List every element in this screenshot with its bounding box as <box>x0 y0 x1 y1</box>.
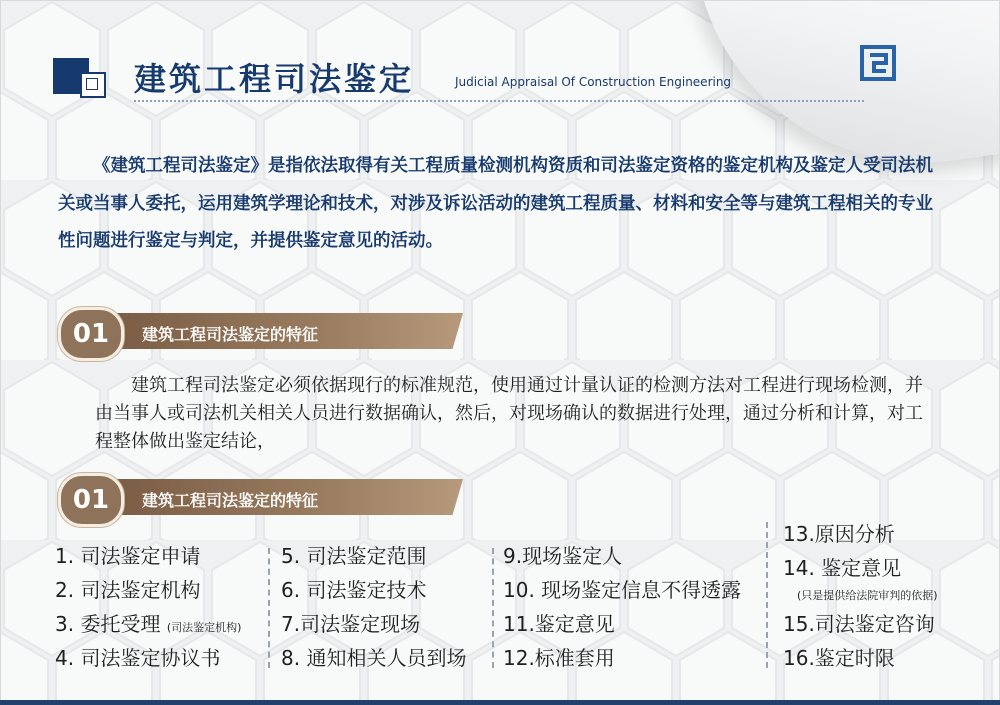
section-number-badge: 01 <box>58 473 124 527</box>
step-item: 9.现场鉴定人 <box>503 544 623 568</box>
steps-column-2 <box>281 539 466 675</box>
step-item: 15.司法鉴定咨询 <box>783 612 935 636</box>
step-item <box>55 607 241 641</box>
column-divider <box>766 522 768 668</box>
steps-column-4 <box>783 517 938 675</box>
step-item: 16.鉴定时限 <box>783 646 895 670</box>
step-item: 6. 司法鉴定技术 <box>281 578 427 602</box>
step-note: (司法鉴定机构) <box>166 621 242 634</box>
step-item: 8. 通知相关人员到场 <box>281 646 467 670</box>
column-divider <box>268 548 270 668</box>
title-divider <box>134 100 864 102</box>
step-item: 5. 司法鉴定范围 <box>281 544 427 568</box>
step-item: 12.标准套用 <box>503 646 615 670</box>
step-label: 2. 司法鉴定机构 <box>55 578 201 602</box>
step-label: 3. 委托受理 <box>55 612 161 636</box>
intro-paragraph: 《建筑工程司法鉴定》是指依法取得有关工程质量检测机构资质和司法鉴定资格的鉴定机构及鉴定人受司法机关或当事人委托，运用建筑学理论和技术，对涉及诉讼活动的建筑工程质量、材料和安全等与建筑工程相关的专业性问题进行鉴定与判定，并提供鉴定意见的活动。 <box>58 156 933 251</box>
section-1-paragraph: 建筑工程司法鉴定必须依据现行的标准规范，使用通过计量认证的检测方法对工程进行现场检测，并由当事人或司法机关相关人员进行数据确认，然后，对现场确认的数据进行处理，通过分析和计算，对工程整体做出鉴定结论， <box>95 375 923 452</box>
section-header-1 <box>58 307 463 355</box>
step-note: (只是提供给法院审判的依据) <box>797 589 938 602</box>
step-item: 13.原因分析 <box>783 522 895 546</box>
steps-column-1 <box>55 539 241 675</box>
step-item: 11.鉴定意见 <box>503 612 615 636</box>
step-item: 14. 鉴定意见 <box>783 556 902 580</box>
step-label: 1. 司法鉴定申请 <box>55 544 201 568</box>
section-title: 建筑工程司法鉴定的特征 <box>142 491 319 510</box>
page-title: 建筑工程司法鉴定 <box>134 60 415 98</box>
step-item <box>55 641 241 675</box>
brand-logo-icon <box>860 45 896 81</box>
step-label: 4. 司法鉴定协议书 <box>55 646 221 670</box>
step-item: 7.司法鉴定现场 <box>281 612 421 636</box>
section-number-badge: 01 <box>58 307 124 361</box>
title-square-outline-decoration <box>80 72 106 98</box>
step-item <box>55 539 241 573</box>
step-item <box>55 573 241 607</box>
section-header-2 <box>58 473 463 521</box>
section-title: 建筑工程司法鉴定的特征 <box>142 325 319 344</box>
bottom-accent-bar <box>0 700 1000 705</box>
page-subtitle: Judicial Appraisal Of Construction Engineering <box>455 75 732 89</box>
steps-column-3 <box>503 539 741 675</box>
step-item: 10. 现场鉴定信息不得透露 <box>503 578 742 602</box>
column-divider <box>492 548 494 668</box>
